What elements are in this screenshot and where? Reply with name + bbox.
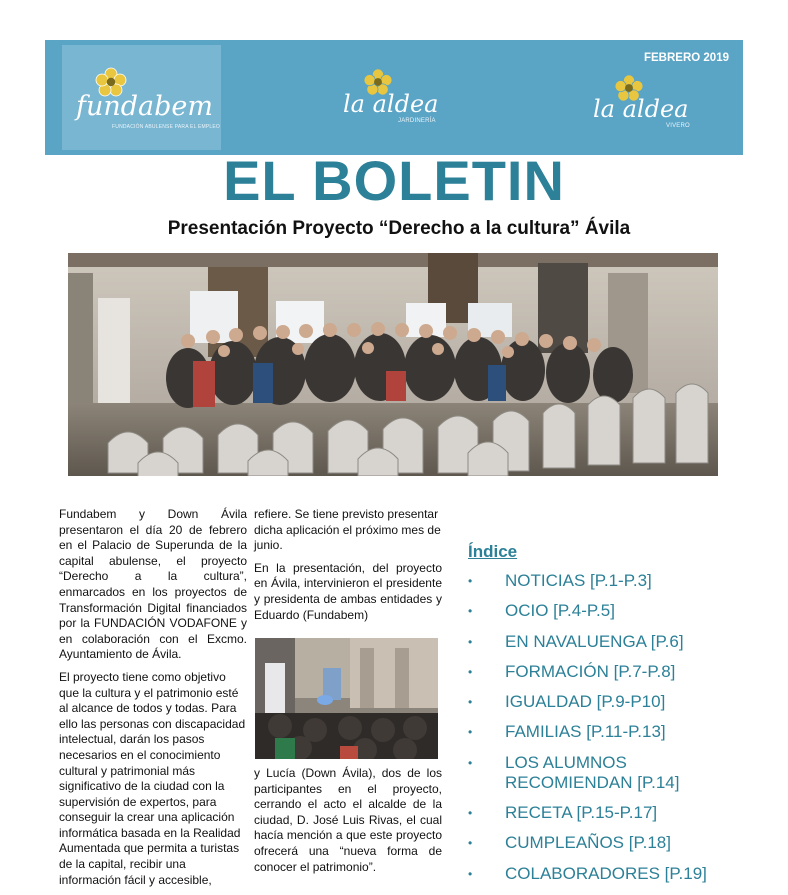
- article-paragraph: refiere. Se tiene previsto presentar dicha aplicación el próximo mes de junio.: [254, 507, 441, 553]
- bullet-icon: •: [468, 695, 473, 710]
- bullet-icon: •: [468, 664, 473, 679]
- bullet-icon: •: [468, 604, 473, 619]
- logo-subtitle: VIVERO: [666, 123, 690, 129]
- group-photo: [68, 253, 718, 476]
- index-item[interactable]: [468, 692, 758, 712]
- logo-wordmark: la aldea: [593, 95, 689, 123]
- presentation-photo: [255, 638, 438, 759]
- article-column-2-continued: [254, 766, 442, 882]
- fundabem-logo: [62, 45, 221, 150]
- article-paragraph: Fundabem y Down Ávila presentaron el día 20 de febrero en el Palacio de Superunda de la capital abulense, el proyecto “Derecho a la cultura”, enmarcados en los proyectos de Transformación Digital financiados por la FUNDACIÓN VODAFONE y en colaboración con el Excmo. Ayuntamiento de Ávila.: [59, 507, 247, 662]
- article-paragraph: y Lucía (Down Ávila), dos de los participantes en el proyecto, cerrando el acto el alcalde de la ciudad, D. José Luis Rivas, el cual hacía mención a que este proyecto ofrecerá una “nueva forma de conocer el patrimonio”.: [254, 766, 442, 874]
- article-column-1: [59, 507, 247, 895]
- bullet-icon: •: [468, 634, 473, 649]
- index-item[interactable]: [468, 722, 758, 742]
- bullet-icon: •: [468, 725, 473, 740]
- bullet-icon: •: [468, 836, 473, 851]
- index-item[interactable]: [468, 833, 758, 853]
- header-banner: [45, 40, 743, 155]
- article-headline: Presentación Proyecto “Derecho a la cultura” Ávila: [167, 218, 631, 239]
- article-column-2: [254, 507, 442, 630]
- index-item-label: FORMACIÓN [P.7-P.8]: [505, 661, 676, 681]
- index-item[interactable]: [468, 864, 758, 884]
- page-title: EL BOLETIN: [223, 149, 565, 212]
- bullet-icon: •: [468, 755, 473, 770]
- index-heading: Índice: [468, 542, 518, 561]
- bullet-icon: •: [468, 866, 473, 881]
- index-item-label: EN NAVALUENGA [P.6]: [505, 631, 684, 651]
- article-paragraph: En la presentación, del proyecto en Ávila, intervinieron el presidente y presidenta de ambas entidades y Eduardo (Fundabem): [254, 560, 442, 622]
- index-item[interactable]: [468, 662, 758, 682]
- issue-date: FEBRERO 2019: [643, 52, 729, 64]
- article-paragraph: El proyecto tiene como objetivo que la cultura y el patrimonio esté al alcance de todos y todas. Para ello las personas con discapacidad intelectual, darán los pasos necesarios en el conocimiento cultural y patrimonial más significativo de la ciudad con la supervisión de expertos, para conseguir la crear una aplicación informática basada en la Realidad Aumentada que permita a turistas de la capital, recibir una información fácil y accesible,: [59, 669, 246, 887]
- logo-subtitle: JARDINERÍA: [398, 118, 436, 124]
- index-item[interactable]: [468, 632, 758, 652]
- index-item-label: COLABORADORES [P.19]: [505, 863, 707, 883]
- index-item-label: OCIO [P.4-P.5]: [505, 601, 615, 621]
- bullet-icon: •: [468, 574, 473, 588]
- logo-subtitle: FUNDACIÓN ABULENSE PARA EL EMPLEO: [112, 124, 221, 130]
- index-item-label: NOTICIAS [P.1-P.3]: [505, 571, 652, 590]
- index-item-label: CUMPLEAÑOS [P.18]: [505, 833, 671, 853]
- index-item[interactable]: [468, 803, 758, 823]
- index-item[interactable]: [468, 571, 758, 591]
- logo-wordmark: fundabem: [76, 91, 214, 122]
- bullet-icon: •: [468, 806, 473, 821]
- logo-wordmark: la aldea: [343, 90, 439, 118]
- index-item-label: LOS ALUMNOS RECOMIENDAN [P.14]: [505, 752, 680, 792]
- index-item-label: RECETA [P.15-P.17]: [505, 803, 658, 823]
- index-item-label: FAMILIAS [P.11-P.13]: [505, 722, 666, 742]
- index-item[interactable]: [468, 753, 758, 793]
- index-item-label: IGUALDAD [P.9-P10]: [505, 692, 666, 712]
- index-item[interactable]: [468, 601, 758, 621]
- index-list: [468, 571, 758, 894]
